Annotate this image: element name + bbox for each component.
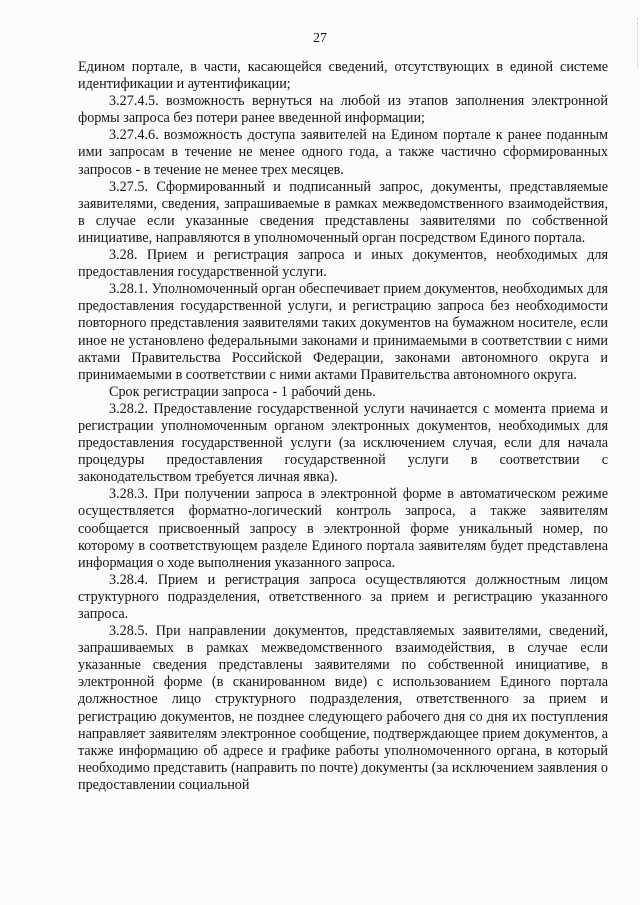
document-body: [78, 59, 608, 794]
paragraph-3-28-4: 3.28.4. Прием и регистрация запроса осуществляются должностным лицом структурного подразделения, ответственного за прием и регистрацию указанного запроса.: [78, 571, 608, 622]
paragraph-3-28-3: 3.28.3. При получении запроса в электронной форме в автоматическом режиме осуществляется форматно-логический контроль запроса, а также заявителям сообщается присвоенный запросу в электронной форме уникальный номер, по которому в соответствующем разделе Единого портала заявителям будет представлена информация о ходе выполнения указанного запроса.: [78, 486, 608, 571]
paragraph-3-28-1: 3.28.1. Уполномоченный орган обеспечивает прием документов, необходимых для предоставления государственной услуги, и регистрацию запроса без необходимости повторного представления заявителями таких документов на бумажном носителе, если иное не установлено федеральными законами и принимаемыми в соответствии с ними актами Правительства Российской Федерации, законами автономного округа и принимаемыми в соответствии с ними актами Правительства автономного округа.: [78, 281, 608, 383]
paragraph-3-28-5: 3.28.5. При направлении документов, представляемых заявителями, сведений, запрашиваемых в рамках межведомственного взаимодействия, в случае если указанные сведения представлены заявителями по собственной инициативе, в электронной форме (в сканированном виде) с использованием Единого портала должностное лицо структурного подразделения, ответственного за прием и регистрацию документов, не позднее следующего рабочего дня со дня их поступления направляет заявителям электронное сообщение, подтверждающее прием документов, а также информацию об адресе и графике работы уполномоченного органа, в который необходимо представить (направить по почте) документы (за исключением заявления о предоставлении социальной: [78, 623, 608, 793]
page-number: 27: [313, 31, 327, 46]
paragraph-registration-term: Срок регистрации запроса - 1 рабочий день.: [109, 383, 376, 400]
paragraph-continuation: Едином портале, в части, касающейся сведений, отсутствующих в единой системе идентификации и аутентификации;: [78, 59, 608, 93]
paragraph-3-27-4-5: 3.27.4.5. возможность вернуться на любой из этапов заполнения электронной формы запроса без потери ранее введенной информации;: [78, 93, 608, 127]
paragraph-3-28: 3.28. Прием и регистрация запроса и иных документов, необходимых для предоставления государственной услуги.: [78, 247, 608, 281]
paragraph-3-27-5: 3.27.5. Сформированный и подписанный запрос, документы, представляемые заявителями, сведения, запрашиваемые в рамках межведомственного взаимодействия, в случае если указанные сведения представлены заявителями по собственной инициативе, направляются в уполномоченный орган посредством Единого портала.: [78, 178, 608, 246]
paragraph-3-27-4-6: 3.27.4.6. возможность доступа заявителей на Едином портале к ранее поданным ими запросам в течение не менее одного года, а также частично сформированных запросов - в течение не менее трех месяцев.: [78, 127, 608, 178]
paragraph-3-28-2: 3.28.2. Предоставление государственной услуги начинается с момента приема и регистрации уполномоченным органом электронных документов, необходимых для предоставления государственной услуги (за исключением случая, если для начала процедуры предоставления государственной услуги в соответствии с законодательством требуется личная явка).: [78, 400, 608, 486]
